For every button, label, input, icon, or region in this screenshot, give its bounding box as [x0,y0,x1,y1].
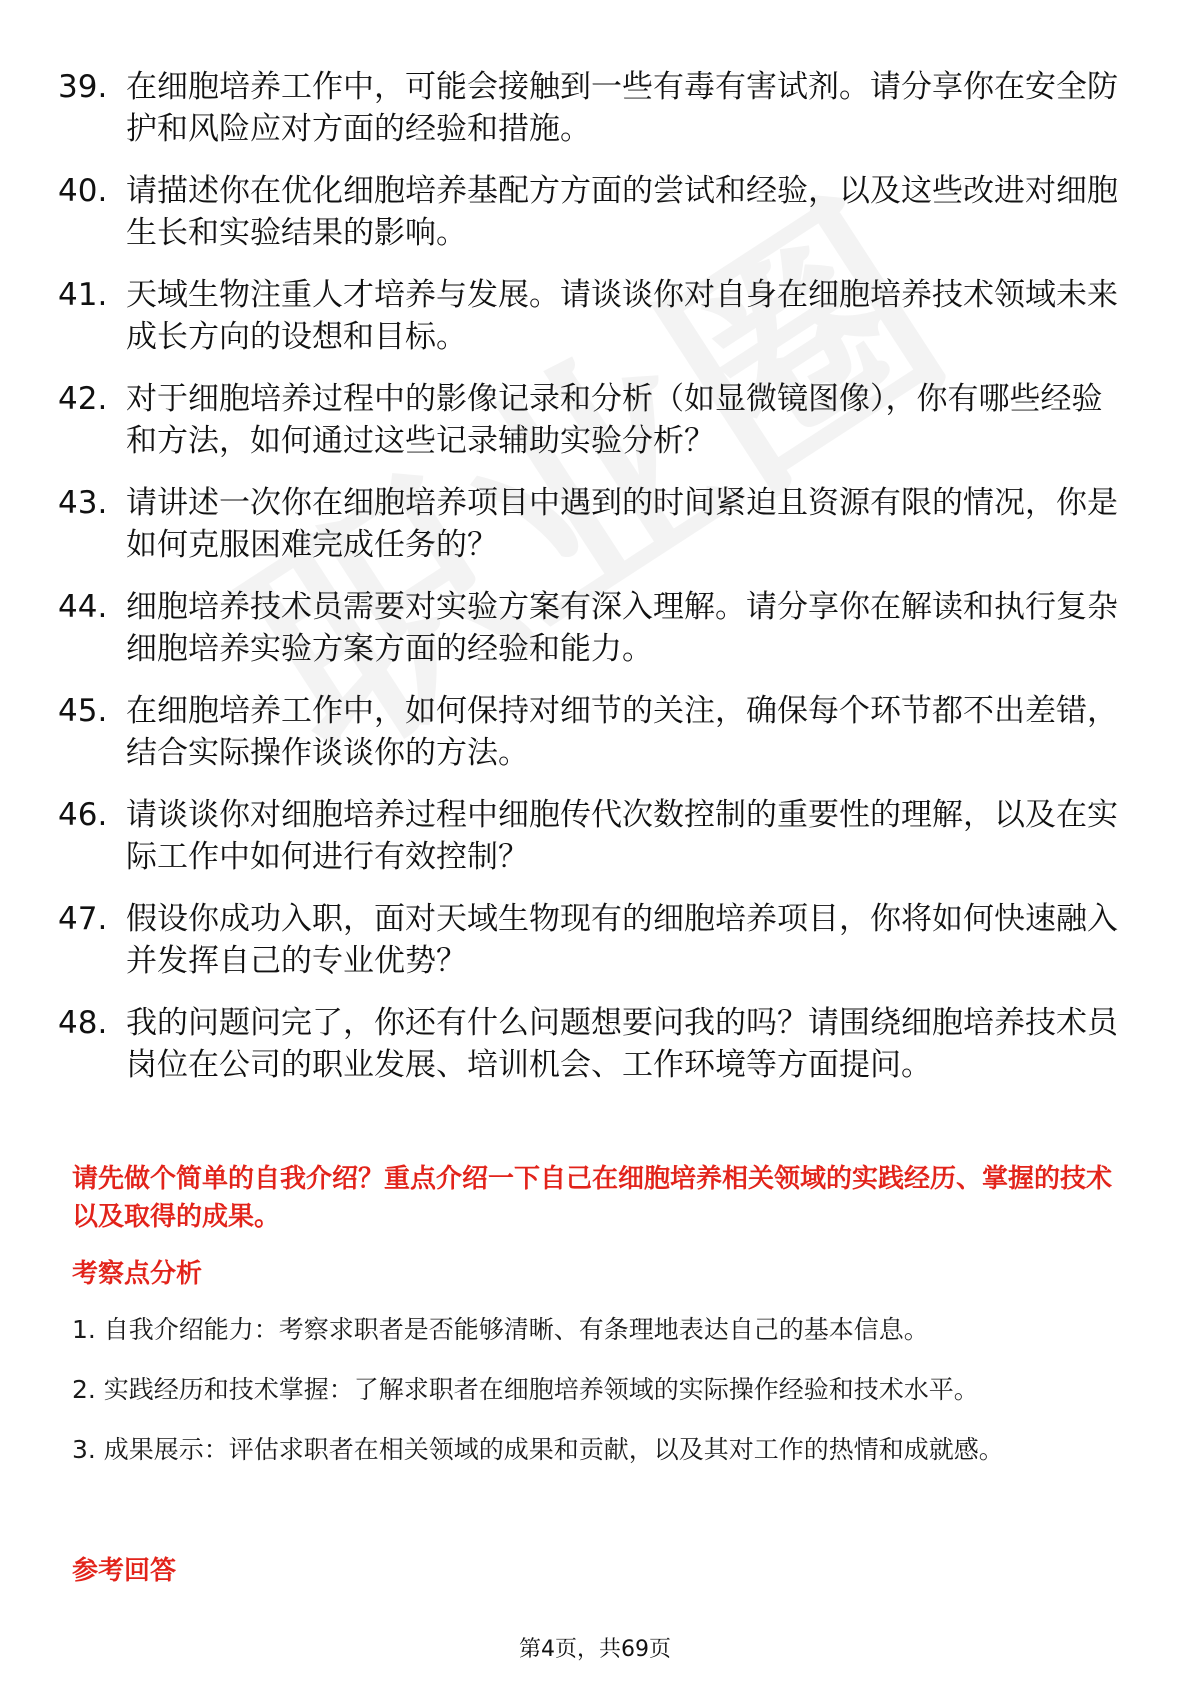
page-footer: 第4页，共69页 [519,1637,671,1662]
question-number: 47. [58,901,108,937]
question-number: 46. [58,797,108,833]
question-text: 细胞培养技术员需要对实验方案有深入理解。请分享你在解读和执行复杂细胞培养实验方案方面的经验和能力。 [126,589,1118,667]
question-text: 在细胞培养工作中，可能会接触到一些有毒有害试剂。请分享你在安全防护和风险应对方面的经验和措施。 [126,69,1118,147]
question-number: 48. [58,1005,108,1041]
question-number: 41. [58,277,108,313]
question-item [0,66,1190,170]
question-number: 42. [58,381,108,417]
question-text: 对于细胞培养过程中的影像记录和分析（如显微镜图像），你有哪些经验和方法，如何通过这些记录辅助实验分析？ [126,381,1103,459]
question-item [0,794,1190,898]
reference-answer-heading: 参考回答 [72,1556,177,1586]
question-text: 请描述你在优化细胞培养基配方方面的尝试和经验，以及这些改进对细胞生长和实验结果的影响。 [126,173,1118,251]
question-number: 44. [58,589,108,625]
question-item [0,378,1190,482]
question-item [0,170,1190,274]
analysis-point: 2. 实践经历和技术掌握：了解求职者在细胞培养领域的实际操作经验和技术水平。 [72,1375,979,1404]
question-number: 45. [58,693,108,729]
question-text: 天域生物注重人才培养与发展。请谈谈你对自身在细胞培养技术领域未来成长方向的设想和目标。 [126,277,1118,355]
question-item [0,482,1190,586]
question-item [0,1002,1190,1142]
intro-question-heading: 请先做个简单的自我介绍？重点介绍一下自己在细胞培养相关领域的实践经历、掌握的技术以及取得的成果。 [72,1164,1113,1232]
question-item [0,898,1190,1002]
question-text: 在细胞培养工作中，如何保持对细节的关注，确保每个环节都不出差错，结合实际操作谈谈你的方法。 [126,693,1118,771]
question-item [0,586,1190,690]
question-text: 请讲述一次你在细胞培养项目中遇到的时间紧迫且资源有限的情况，你是如何克服困难完成任务的？ [126,485,1118,563]
question-number: 40. [58,173,108,209]
question-item [0,274,1190,378]
analysis-point: 3. 成果展示：评估求职者在相关领域的成果和贡献，以及其对工作的热情和成就感。 [72,1435,1004,1464]
question-text: 我的问题问完了，你还有什么问题想要问我的吗？请围绕细胞培养技术员岗位在公司的职业发展、培训机会、工作环境等方面提问。 [126,1005,1118,1083]
question-text: 请谈谈你对细胞培养过程中细胞传代次数控制的重要性的理解，以及在实际工作中如何进行有效控制？ [126,797,1118,875]
question-list [0,66,1190,1142]
question-item [0,690,1190,794]
analysis-point: 1. 自我介绍能力：考察求职者是否能够清晰、有条理地表达自己的基本信息。 [72,1315,929,1344]
question-text: 假设你成功入职，面对天域生物现有的细胞培养项目，你将如何快速融入并发挥自己的专业优势？ [126,901,1118,979]
question-number: 43. [58,485,108,521]
question-number: 39. [58,69,108,105]
analysis-heading: 考察点分析 [72,1259,203,1289]
